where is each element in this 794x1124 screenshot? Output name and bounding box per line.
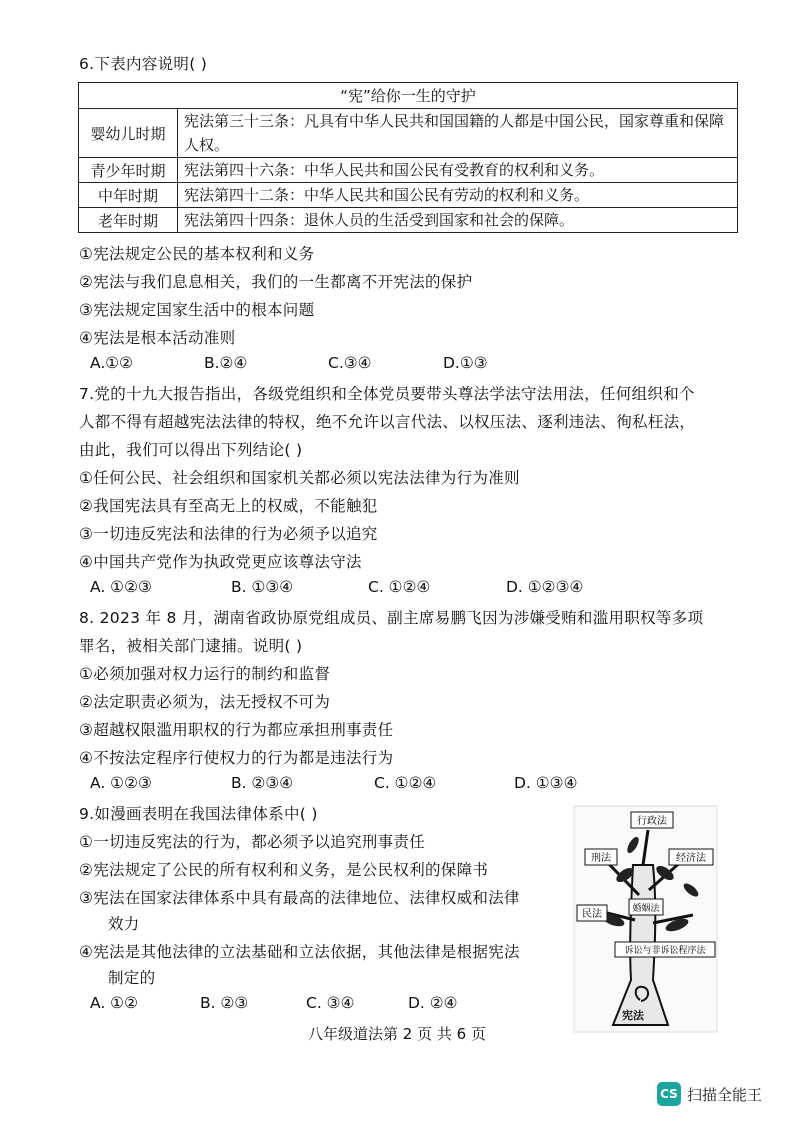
table-content: 宪法第三十三条：凡具有中华人民共和国国籍的人都是中国公民，国家尊重和保障人权。 bbox=[178, 109, 738, 158]
option-d[interactable]: D. ①③④ bbox=[514, 774, 578, 792]
option-b[interactable]: B. ①③④ bbox=[231, 578, 294, 596]
q8-statement: ④不按法定程序行使权力的行为都是违法行为 bbox=[79, 749, 394, 767]
page-footer: 八年级道法第 2 页 共 6 页 bbox=[308, 1025, 486, 1043]
q9-statement: ①一切违反宪法的行为，都必须予以追究刑事责任 bbox=[79, 833, 425, 851]
label-left: 刑法 bbox=[591, 853, 611, 864]
q8-statement: ③超越权限滥用职权的行为都应承担刑事责任 bbox=[79, 721, 394, 739]
q6-statement: ④宪法是根本活动准则 bbox=[79, 329, 236, 347]
law-tree-cartoon bbox=[573, 805, 718, 1033]
q9-statement-cont: 制定的 bbox=[108, 969, 156, 987]
watermark-text: 扫描全能王 bbox=[687, 1085, 763, 1104]
label-right: 经济法 bbox=[676, 853, 706, 864]
q8-stem: 8. 2023 年 8 月，湖南省政协原党组成员、副主席易鹏飞因为涉嫌受贿和滥用职权等多项 bbox=[79, 609, 704, 627]
q6-statement: ③宪法规定国家生活中的根本问题 bbox=[79, 301, 315, 319]
option-b[interactable]: B. ②③④ bbox=[231, 774, 294, 792]
table-content: 宪法第四十六条：中华人民共和国公民有受教育的权利和义务。 bbox=[178, 158, 738, 183]
option-d[interactable]: D. ①②③④ bbox=[506, 578, 584, 596]
q6-statement: ①宪法规定公民的基本权利和义务 bbox=[79, 245, 315, 263]
q7-statement: ②我国宪法具有至高无上的权威，不能触犯 bbox=[79, 497, 378, 515]
q6-table bbox=[78, 82, 738, 233]
table-period: 婴幼儿时期 bbox=[79, 109, 178, 158]
table-period: 中年时期 bbox=[79, 183, 178, 208]
option-d[interactable]: D.①③ bbox=[443, 354, 488, 372]
q7-statement: ③一切违反宪法和法律的行为必须予以追究 bbox=[79, 525, 378, 543]
q8-statement: ①必须加强对权力运行的制约和监督 bbox=[79, 665, 331, 683]
table-period: 青少年时期 bbox=[79, 158, 178, 183]
label-top: 行政法 bbox=[637, 816, 667, 827]
q9-statement: ③宪法在国家法律体系中具有最高的法律地位、法律权威和法律 bbox=[79, 889, 520, 907]
q8-statement: ②法定职责必须为，法无授权不可为 bbox=[79, 693, 331, 711]
option-d[interactable]: D. ②④ bbox=[408, 994, 458, 1012]
scanner-watermark bbox=[657, 1082, 762, 1106]
q9-statement-cont: 效力 bbox=[108, 915, 140, 933]
q7-stem: 7.党的十九大报告指出，各级党组织和全体党员要带头尊法学法守法用法，任何组织和个 bbox=[79, 385, 695, 403]
label-root: 宪法 bbox=[622, 1009, 644, 1022]
option-a[interactable]: A. ①②③ bbox=[90, 774, 152, 792]
option-c[interactable]: C. ①②④ bbox=[368, 578, 431, 596]
q9-statement: ②宪法规定了公民的所有权利和义务，是公民权利的保障书 bbox=[79, 861, 489, 879]
q7-statement: ①任何公民、社会组织和国家机关都必须以宪法法律为行为准则 bbox=[79, 469, 520, 487]
q7-stem: 人都不得有超越宪法法律的特权，绝不允许以言代法、以权压法、逐利违法、徇私枉法， bbox=[79, 413, 696, 431]
q8-stem: 罪名，被相关部门逮捕。说明( ) bbox=[79, 637, 303, 655]
option-a[interactable]: A.①② bbox=[90, 354, 134, 372]
table-period: 老年时期 bbox=[79, 208, 178, 233]
table-title: “宪”给你一生的守护 bbox=[79, 83, 738, 109]
option-c[interactable]: C.③④ bbox=[328, 354, 372, 372]
table-content: 宪法第四十四条：退休人员的生活受到国家和社会的保障。 bbox=[178, 208, 738, 233]
q6-stem: 6.下表内容说明( ) bbox=[79, 55, 208, 73]
option-a[interactable]: A. ①②③ bbox=[90, 578, 152, 596]
option-c[interactable]: C. ③④ bbox=[306, 994, 355, 1012]
q6-statement: ②宪法与我们息息相关，我们的一生都离不开宪法的保护 bbox=[79, 273, 473, 291]
label-lower: 诉讼与非诉讼程序法 bbox=[624, 946, 706, 956]
q7-stem: 由此，我们可以得出下列结论( ) bbox=[79, 441, 303, 459]
option-a[interactable]: A. ①② bbox=[90, 994, 138, 1012]
camscanner-logo-icon: CS bbox=[657, 1082, 681, 1106]
q9-stem: 9.如漫画表明在我国法律体系中( ) bbox=[79, 805, 318, 823]
table-content: 宪法第四十二条：中华人民共和国公民有劳动的权利和义务。 bbox=[178, 183, 738, 208]
label-mid: 民法 bbox=[582, 909, 602, 920]
option-c[interactable]: C. ①②④ bbox=[374, 774, 437, 792]
q7-statement: ④中国共产党作为执政党更应该尊法守法 bbox=[79, 553, 362, 571]
q9-statement: ④宪法是其他法律的立法基础和立法依据，其他法律是根据宪法 bbox=[79, 943, 520, 961]
option-b[interactable]: B.②④ bbox=[204, 354, 248, 372]
label-center: 婚姻法 bbox=[632, 904, 660, 914]
option-b[interactable]: B. ②③ bbox=[200, 994, 249, 1012]
